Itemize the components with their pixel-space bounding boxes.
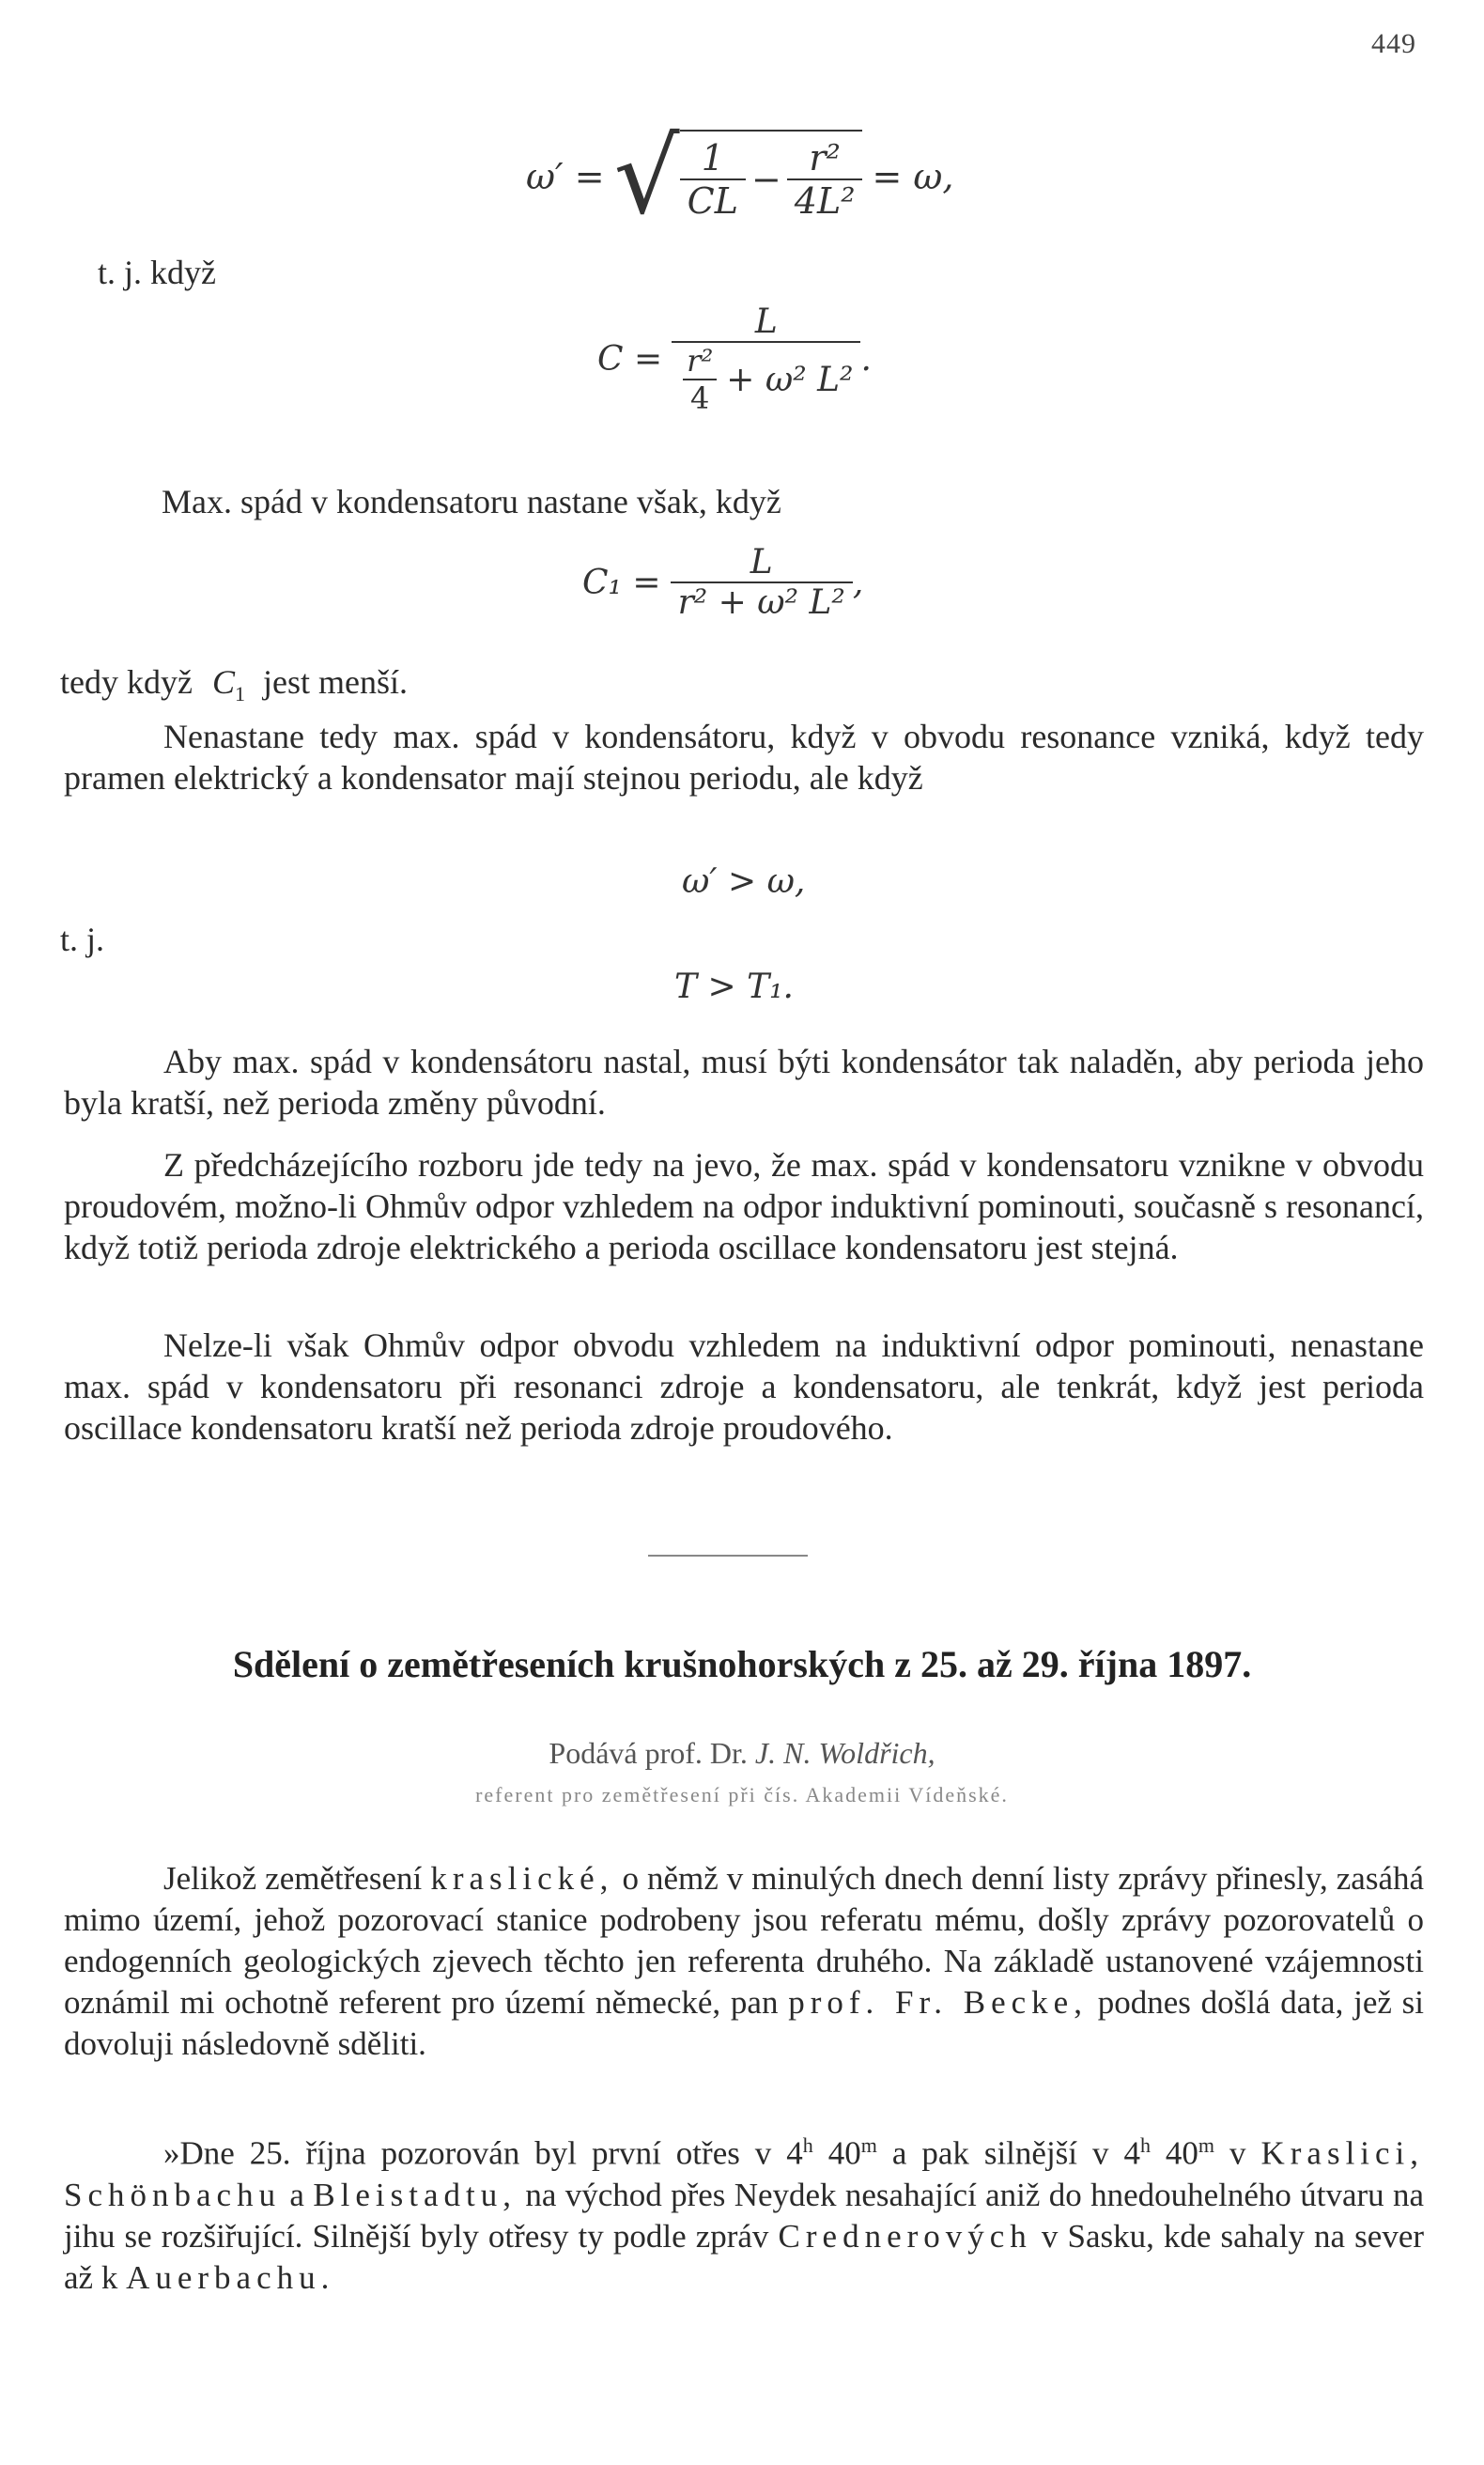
paragraph-z-predchazejiciho: Z předcházejícího rozboru jde tedy na jevo, že max. spád v kondensatoru vznikne v obvodu proudovém, možno-li Ohmův odpor vzhledem na odpor induktivní pominouti, současně s resonancí, když totiž perioda zdroje elektrického a perioda oscillace kondensatoru jest stejná. (64, 1146, 1424, 1266)
fraction-r2-over-4l2: $\frac{\text{r²}}{\text{4L²}}$ (787, 137, 863, 222)
equation-omega-prime (526, 116, 954, 237)
label-tj: t. j. (60, 921, 105, 958)
inequality-omega: ω′ > ω, (682, 862, 806, 901)
fraction-c1: $\frac{L}{\text{r² + ω² L²}}$ (671, 543, 853, 622)
fraction-1-over-cl: $\frac{1}{CL}$ (680, 137, 746, 222)
author-affiliation: referent pro zemětřesení při čís. Akademii Vídeňské. (475, 1783, 1009, 1806)
section-divider (648, 1555, 808, 1557)
fraction-r2-over-4: $\frac{\text{r²}}{4}$ (679, 343, 720, 416)
label-tedy-kdyz: tedy když $C_1$ jest menší. (60, 663, 408, 706)
paragraph-aby: Aby max. spád v kondensátoru nastal, musí býti kondensátor tak naladěn, aby perioda jeho byla kratší, než perioda změny původní. (64, 1043, 1424, 1122)
eq-lhs: ω′ = (526, 156, 605, 197)
eq-rhs: = ω, (872, 156, 954, 197)
article-byline: Podává prof. Dr. J. N. Woldřich, (549, 1736, 935, 1770)
inequality-period: T > T₁. (674, 968, 794, 1006)
sqrt-expression: √ $\frac{1}{CL}$ − $\frac{\text{r²}}{\text{4L²}}$ (614, 130, 863, 224)
article-title: Sdělení o zemětřeseních krušnohorských z 25. až 29. října 1897. (232, 1643, 1252, 1685)
radical-sign: √ (613, 116, 680, 237)
page-number: 449 (1371, 28, 1416, 59)
paragraph-max-spad: Max. spád v kondensatoru nastane však, když (162, 483, 781, 520)
equation-c: C = L $\frac{\text{r²}}{4}$ + ω² L² . (597, 302, 872, 416)
equation-c1: C₁ = $\frac{L}{\text{r² + ω² L²}}$ , (582, 543, 864, 622)
article-paragraph-2: »Dne 25. října pozorován byl první otřes v 4$^h$ 40$^m$ a pak silnější v 4$^h$ 40$^m$ v Kraslici, Schönbachu a Bleistadtu, na východ přes Neydek nesahající aniž do hnedouhelného útvaru na jihu se rozšiřující. Silnější byly otřesy ty podle zpráv Crednerových v Sasku, kde sahaly na sever až k Auerbachu. (64, 2133, 1425, 2296)
paragraph-nenastane: Nenastane tedy max. spád v kondensátoru, když v obvodu resonance vzniká, když tedy pramen elektrický a kondensator mají stejnou periodu, ale když (64, 718, 1424, 797)
article-paragraph-1: Jelikož zemětřesení kraslické, o němž v minulých dnech denní listy zprávy přinesly, zasáhá mimo území, jehož pozorovací stanice podrobeny jsou referatu mému, došly zprávy pozorovatelů o endogenních geologických zjevech těchto jen referenta druhého. Na základě ustanovené vzájemnosti oznámil mi ochotně referent pro území německé, pan prof. Fr. Becke, podnes došlá data, jež si dovoluji následovně sděliti. (64, 1860, 1425, 2062)
paragraph-nelze: Nelze-li však Ohmův odpor obvodu vzhledem na induktivní odpor pominouti, nenastane max. spád v kondensatoru při resonanci zdroje a kondensatoru, ale tenkrát, když jest perioda oscillace kondensatoru kratší než perioda zdroje proudového. (64, 1326, 1424, 1447)
label-tj-kdyz: t. j. když (98, 254, 216, 291)
fraction-c: L $\frac{\text{r²}}{4}$ + ω² L² (672, 302, 860, 416)
